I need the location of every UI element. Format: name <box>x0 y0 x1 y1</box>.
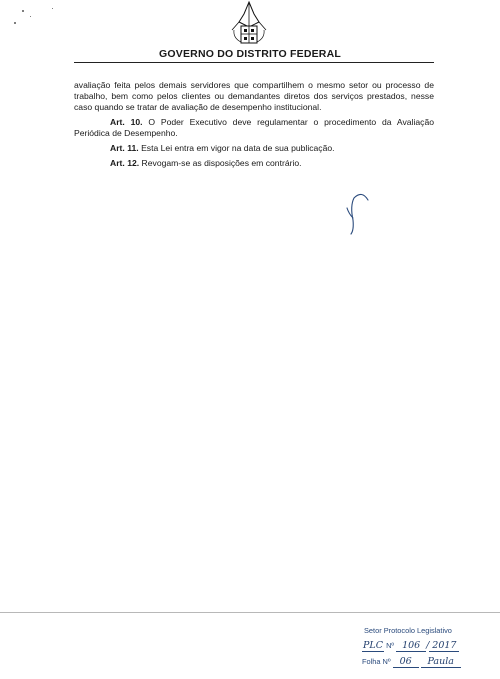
header-divider <box>74 62 434 63</box>
stamp-folha-row <box>362 656 461 668</box>
scan-speck <box>22 10 24 12</box>
handwritten-signature <box>344 192 372 236</box>
article-label: Art. 12. <box>110 158 140 168</box>
stamp-year-value: 2017 <box>429 640 459 652</box>
stamp-number-row: PLC Nº 106 / 2017 <box>362 640 459 652</box>
stamp-number-label: Nº <box>386 641 395 650</box>
stamp-initials: Paula <box>421 656 461 668</box>
article-12 <box>74 158 434 169</box>
article-text: Revogam-se as disposições em contrário. <box>141 158 302 168</box>
stamp-number-value: 106 <box>396 640 426 652</box>
paragraph-text: avaliação feita pelos demais servidores que compartilhem o mesmo setor ou processo de trabalho, bem como pelos clientes ou demandantes diretos dos serviços prestados, nesse caso quando se tratar de avaliação de desempenho institucional. <box>74 80 434 112</box>
stamp-folha-label: Folha Nº <box>362 657 391 666</box>
article-text: Esta Lei entra em vigor na data de sua publicação. <box>141 143 335 153</box>
footer-divider <box>0 612 500 613</box>
scan-speck <box>14 22 16 24</box>
scan-speck <box>30 16 31 17</box>
brasilia-coat-of-arms-icon <box>231 0 267 46</box>
article-label: Art. 11. <box>110 143 139 153</box>
stamp-title: Setor Protocolo Legislativo <box>364 626 452 635</box>
stamp-doc-type: PLC <box>363 640 383 651</box>
scan-speck <box>52 8 53 9</box>
body-paragraph <box>74 80 434 113</box>
article-11 <box>74 143 434 154</box>
article-10 <box>74 117 434 139</box>
protocol-stamp <box>356 622 490 672</box>
stamp-folha-value: 06 <box>393 656 419 668</box>
document-body <box>74 80 434 173</box>
article-text: O Poder Executivo deve regulamentar o procedimento da Avaliação Periódica de Desempenho. <box>74 117 434 138</box>
page-header-title: GOVERNO DO DISTRITO FEDERAL <box>159 48 341 60</box>
article-label: Art. 10. <box>110 117 143 127</box>
